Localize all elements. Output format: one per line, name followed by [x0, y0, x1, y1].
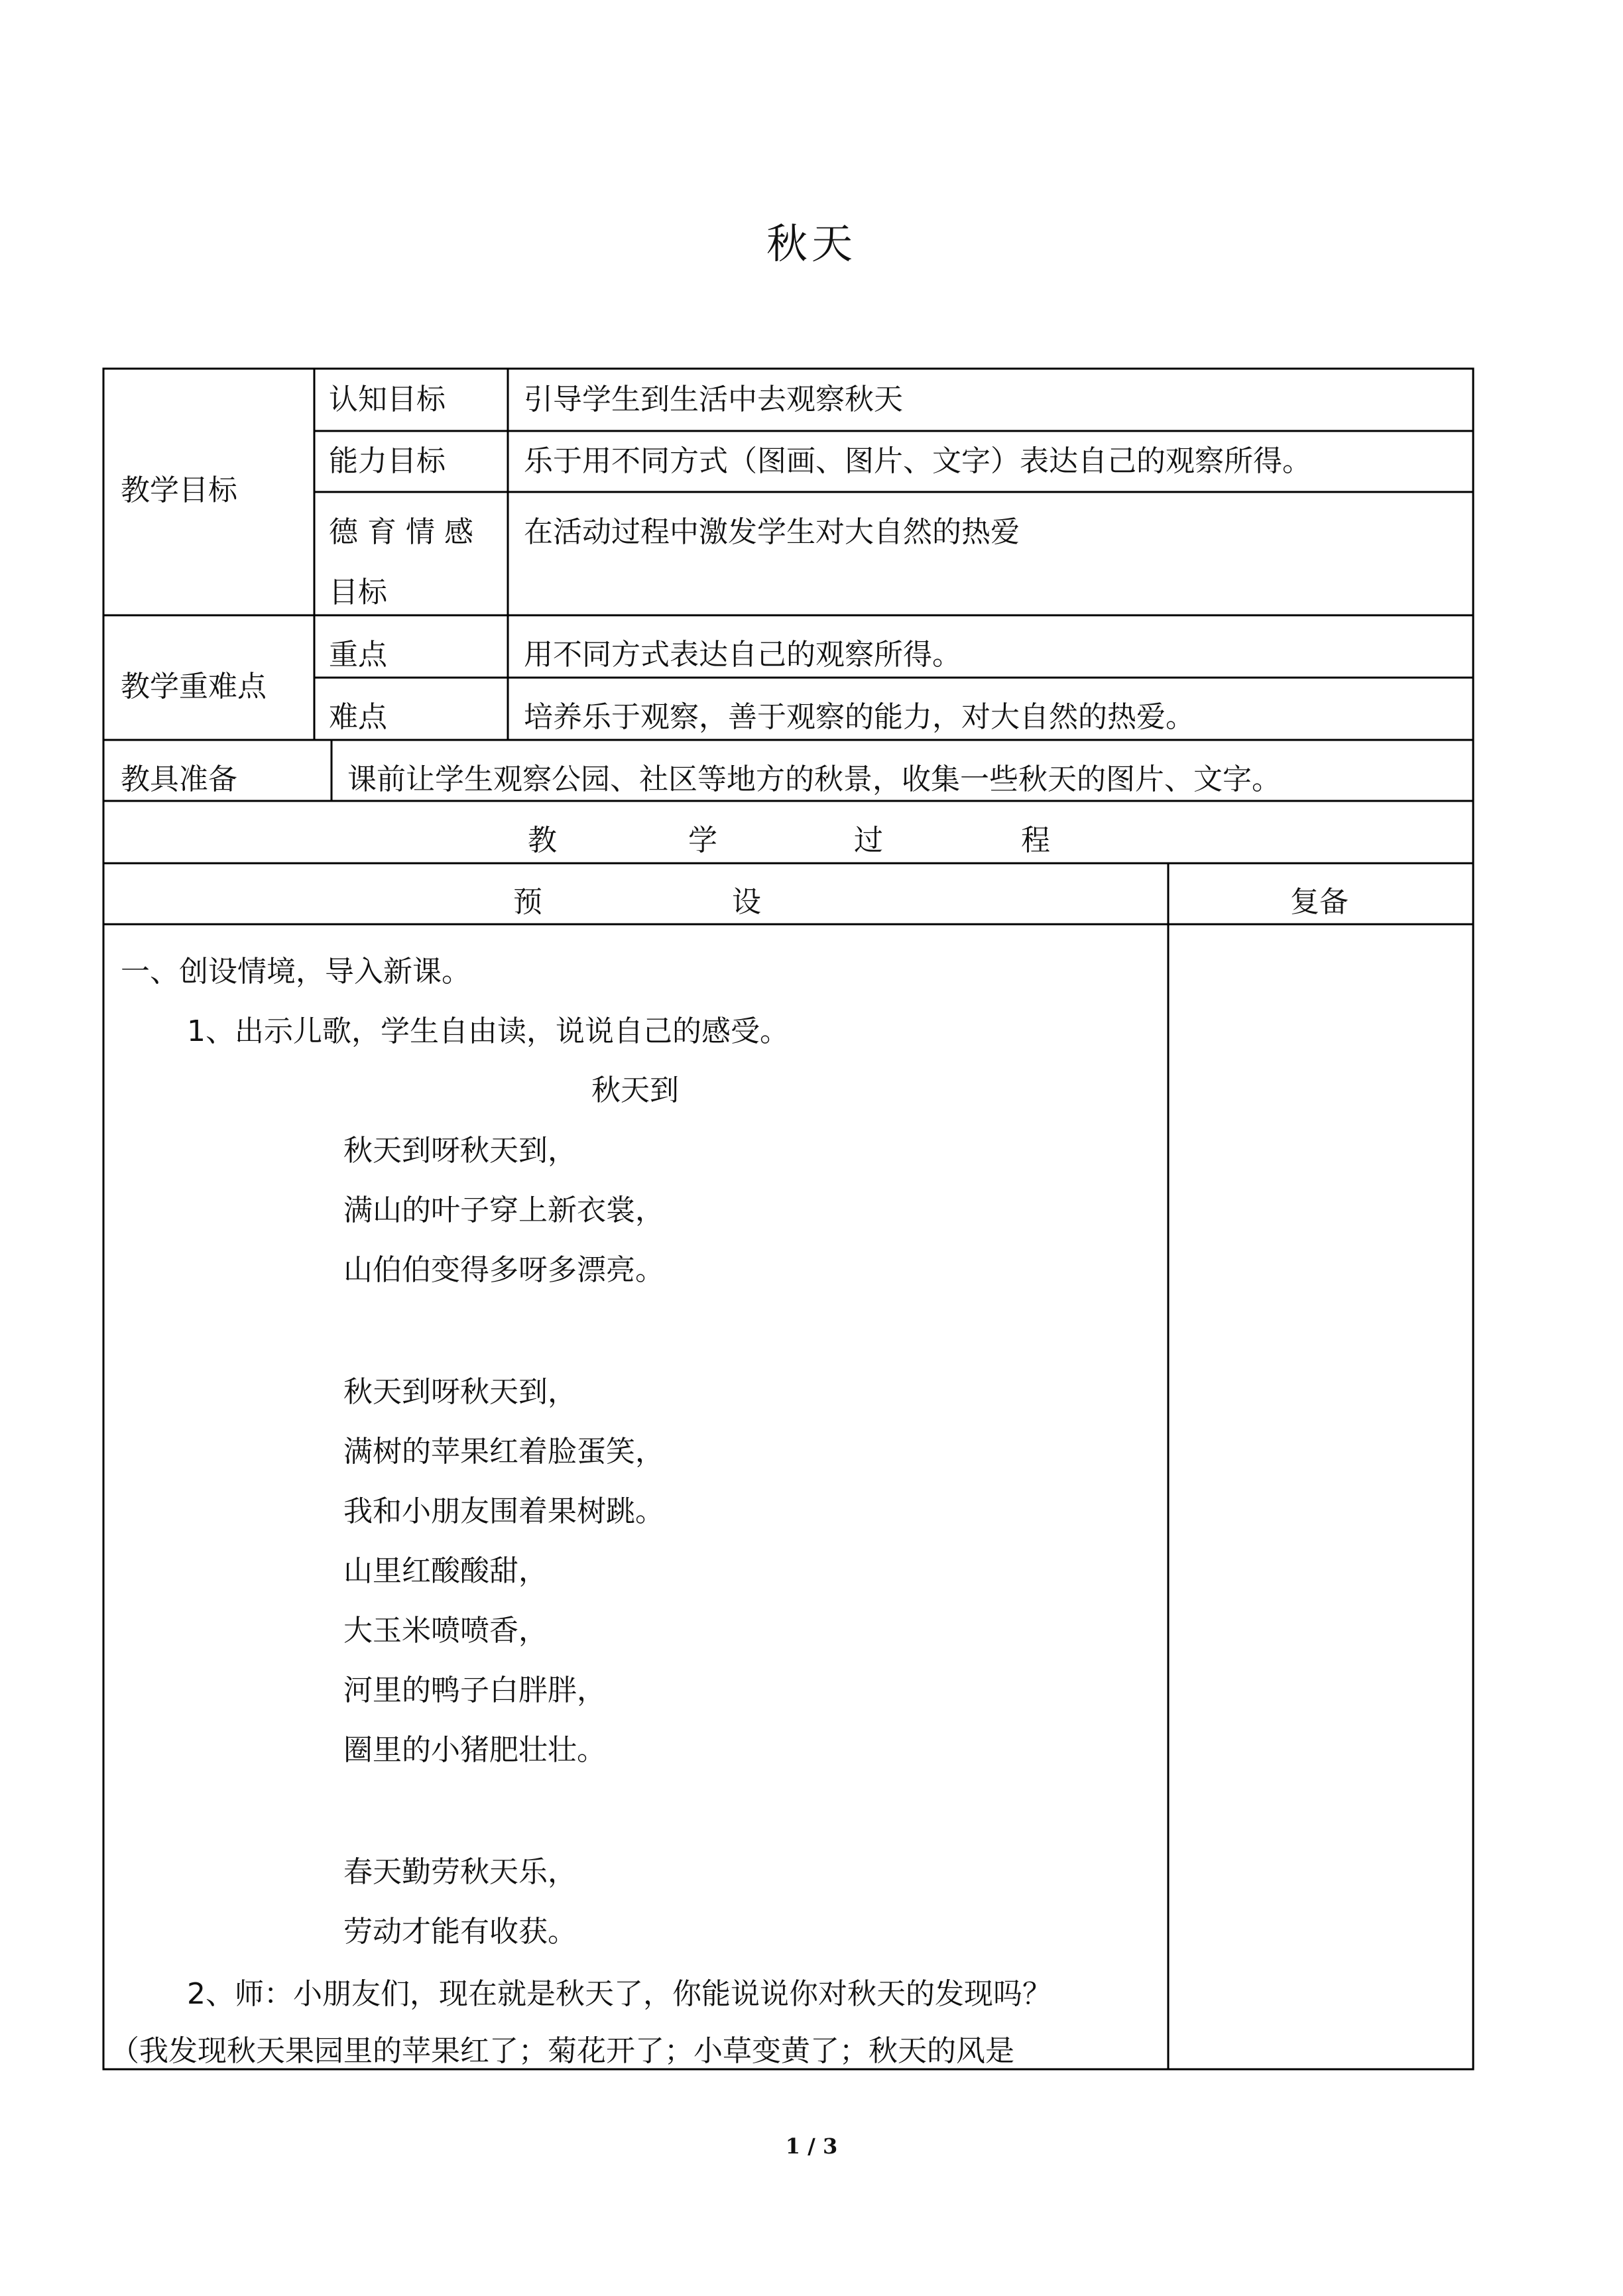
process-header-char: 过 — [854, 823, 883, 857]
objective-name-cognitive: 认知目标 — [329, 383, 446, 416]
objective-name-moral-line1: 德 育 情 感 — [329, 515, 473, 549]
poem-line: 满树的苹果红着脸蛋笑， — [343, 1435, 664, 1469]
process-header-char: 教 — [528, 823, 557, 857]
poem-line: 山里红酸酸甜， — [343, 1554, 548, 1588]
page-title: 秋天 — [766, 219, 857, 268]
objective-content-ability: 乐于用不同方式（图画、图片、文字）表达自己的观察所得。 — [524, 444, 1311, 478]
objective-name-ability: 能力目标 — [329, 444, 446, 478]
step-text: 1、出示儿歌，学生自由读，说说自己的感受。 — [187, 1014, 789, 1048]
page-number: 1 / 3 — [785, 2134, 838, 2159]
poem-line: 我和小朋友围着果树跳。 — [343, 1494, 664, 1528]
poem-line: 春天勤劳秋天乐， — [343, 1855, 577, 1889]
process-header-char: 程 — [1021, 823, 1050, 857]
poem-title: 秋天到 — [591, 1073, 679, 1107]
materials-label: 教具准备 — [121, 762, 237, 796]
poem-line: 圈里的小猪肥壮壮。 — [343, 1733, 606, 1767]
poem-line: 满山的叶子穿上新衣裳， — [343, 1193, 664, 1227]
key-points-label: 教学重难点 — [121, 670, 267, 703]
materials-content: 课前让学生观察公园、社区等地方的秋景，收集一些秋天的图片、文字。 — [347, 762, 1281, 796]
objectives-label: 教学目标 — [121, 473, 237, 507]
objective-name-moral-line2: 目标 — [329, 575, 387, 609]
poem-line: 河里的鸭子白胖胖， — [343, 1673, 606, 1707]
objective-content-cognitive: 引导学生到生活中去观察秋天 — [524, 383, 903, 416]
key-point-name-focus: 重点 — [329, 638, 387, 672]
objective-content-moral: 在活动过程中激发学生对大自然的热爱 — [524, 515, 1020, 549]
review-header: 复备 — [1290, 885, 1349, 919]
key-point-content-focus: 用不同方式表达自己的观察所得。 — [524, 638, 961, 672]
key-point-content-difficulty: 培养乐于观察，善于观察的能力，对大自然的热爱。 — [524, 700, 1195, 734]
step-text: （我发现秋天果园里的苹果红了；菊花开了；小草变黄了；秋天的风是 — [110, 2034, 1014, 2068]
key-point-name-difficulty: 难点 — [329, 700, 387, 734]
poem-line: 秋天到呀秋天到， — [343, 1134, 577, 1168]
preset-header-char: 预 — [513, 885, 542, 919]
poem-line: 秋天到呀秋天到， — [343, 1375, 577, 1409]
poem-line: 大玉米喷喷香， — [343, 1614, 548, 1648]
poem-line: 山伯伯变得多呀多漂亮。 — [343, 1253, 664, 1287]
step-text: 2、师：小朋友们，现在就是秋天了，你能说说你对秋天的发现吗？ — [187, 1977, 1052, 2011]
poem-line: 劳动才能有收获。 — [343, 1915, 577, 1949]
preset-header-char: 设 — [732, 885, 761, 919]
section-heading: 一、创设情境，导入新课。 — [121, 955, 471, 989]
process-header-char: 学 — [688, 823, 717, 857]
